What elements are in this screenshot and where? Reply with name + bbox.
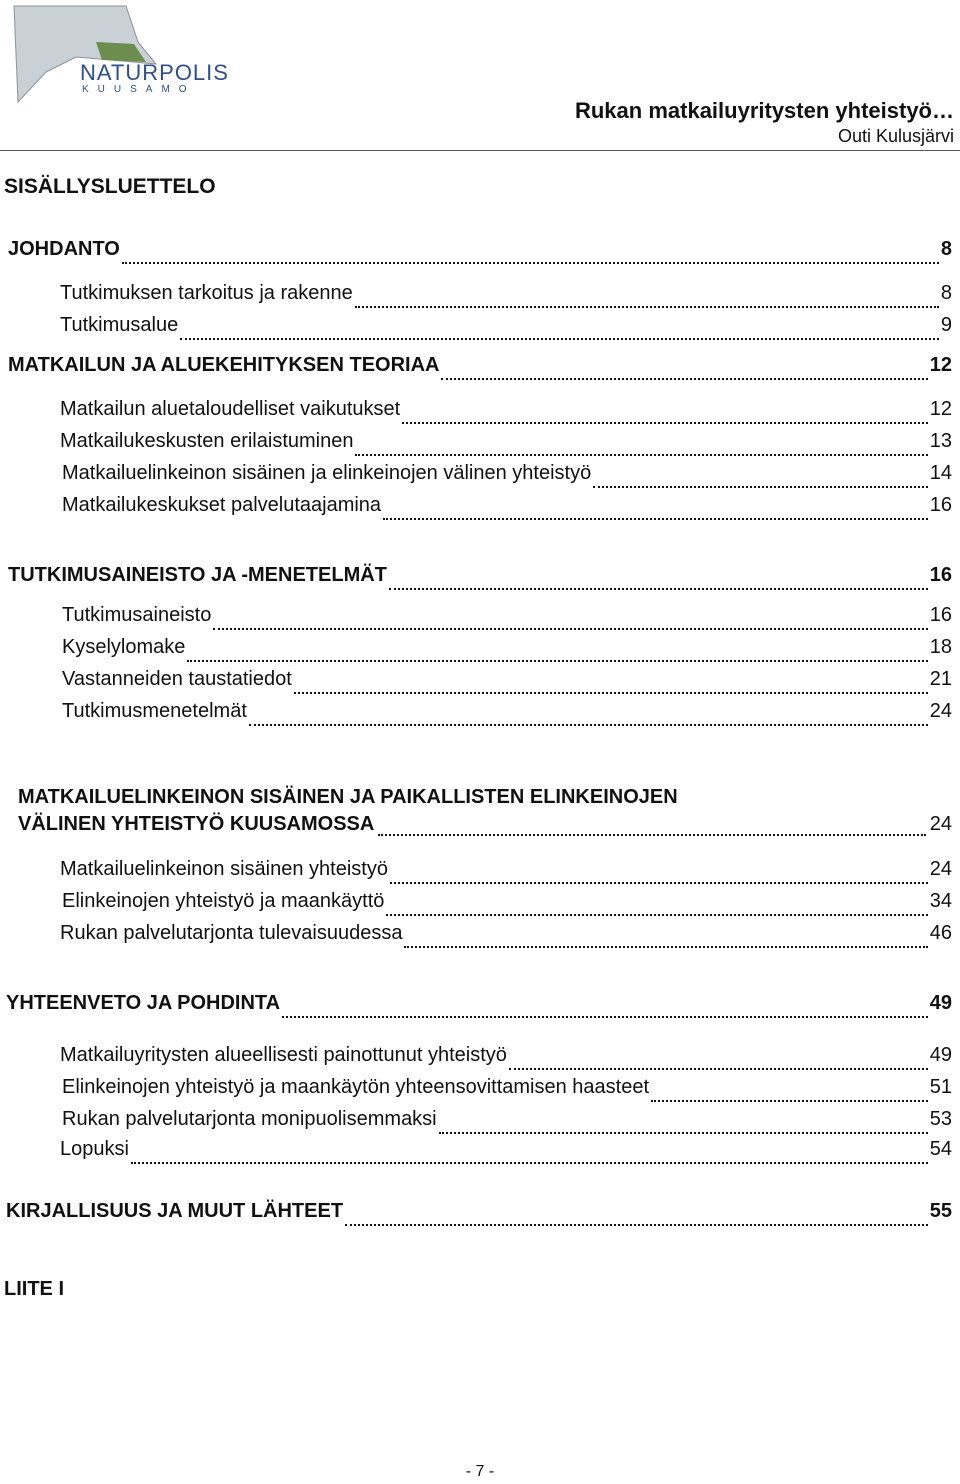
toc-entry[interactable] bbox=[62, 696, 952, 726]
toc-entry-title: MATKAILUN JA ALUEKEHITYKSEN TEORIAA bbox=[8, 353, 440, 376]
toc-entry-page: 21 bbox=[929, 667, 952, 690]
toc-entry-title: Rukan palvelutarjonta monipuolisemmaksi bbox=[62, 1107, 437, 1130]
toc-leader bbox=[355, 288, 939, 308]
toc-entry-title: KIRJALLISUUS JA MUUT LÄHTEET bbox=[6, 1199, 344, 1222]
toc-entry[interactable] bbox=[62, 458, 952, 488]
toc-leader bbox=[389, 570, 928, 590]
toc-entry[interactable] bbox=[62, 632, 952, 662]
toc-entry[interactable] bbox=[6, 988, 952, 1018]
toc-leader bbox=[651, 1082, 928, 1102]
toc-entry-title: TUTKIMUSAINEISTO JA -MENETELMÄT bbox=[8, 563, 387, 586]
logo-text: NATURPOLIS bbox=[80, 60, 229, 85]
toc-entry-page: 12 bbox=[929, 397, 952, 420]
toc-leader bbox=[390, 864, 928, 884]
toc-entry[interactable] bbox=[60, 310, 952, 340]
toc-entry-page: 24 bbox=[929, 813, 952, 835]
toc-heading: SISÄLLYSLUETTELO bbox=[4, 175, 216, 198]
toc-entry-title: JOHDANTO bbox=[8, 237, 120, 260]
toc-leader bbox=[378, 816, 925, 836]
toc-entry-title: Tutkimuksen tarkoitus ja rakenne bbox=[60, 281, 353, 304]
toc-leader bbox=[386, 896, 927, 916]
appendix-entry[interactable]: LIITE I bbox=[4, 1278, 64, 1300]
toc-entry-page: 49 bbox=[929, 1043, 952, 1066]
toc-entry-page: 49 bbox=[929, 991, 952, 1014]
toc-entry-page: 13 bbox=[929, 429, 952, 452]
toc-leader bbox=[282, 998, 928, 1018]
toc-entry-page: 14 bbox=[929, 461, 952, 484]
toc-entry[interactable] bbox=[8, 234, 952, 264]
toc-entry-title-line1: MATKAILUELINKEINON SISÄINEN JA PAIKALLISTEN ELINKEINOJEN bbox=[18, 786, 678, 808]
toc-entry[interactable] bbox=[60, 918, 952, 948]
toc-entry-title: Elinkeinojen yhteistyö ja maankäyttö bbox=[62, 889, 385, 912]
toc-entry-title: Tutkimusaineisto bbox=[62, 603, 212, 626]
toc-entry-title: Lopuksi bbox=[60, 1137, 129, 1160]
toc-leader bbox=[180, 320, 939, 340]
toc-entry-page: 24 bbox=[929, 699, 952, 722]
toc-entry-page: 24 bbox=[929, 857, 952, 880]
toc-entry-title: Elinkeinojen yhteistyö ja maankäytön yhteensovittamisen haasteet bbox=[62, 1075, 650, 1098]
toc-entry[interactable] bbox=[62, 1072, 952, 1102]
toc-entry[interactable] bbox=[62, 490, 952, 520]
header-divider bbox=[0, 150, 960, 151]
toc-entry[interactable] bbox=[62, 664, 952, 694]
toc-entry[interactable] bbox=[60, 854, 952, 884]
toc-entry-title: Kyselylomake bbox=[62, 635, 186, 658]
toc-leader bbox=[187, 642, 927, 662]
toc-entry-title: Matkailuyritysten alueellisesti painottunut yhteistyö bbox=[60, 1043, 507, 1066]
toc-entry-page: 8 bbox=[940, 281, 952, 304]
toc-entry-page: 46 bbox=[929, 921, 952, 944]
toc-entry-title: Tutkimusmenetelmät bbox=[62, 699, 247, 722]
toc-entry-title: Matkailuelinkeinon sisäinen yhteistyö bbox=[60, 857, 388, 880]
toc-entry-wrapped[interactable] bbox=[18, 786, 952, 836]
toc-entry-title: Vastanneiden taustatiedot bbox=[62, 667, 292, 690]
toc-entry-page: 51 bbox=[929, 1075, 952, 1098]
toc-leader bbox=[345, 1206, 928, 1226]
toc-leader bbox=[294, 674, 928, 694]
toc-entry-page: 9 bbox=[940, 313, 952, 336]
naturpolis-logo bbox=[6, 2, 229, 112]
header-author: Outi Kulusjärvi bbox=[837, 126, 954, 146]
toc-entry-page: 12 bbox=[929, 353, 952, 376]
toc-entry[interactable] bbox=[60, 426, 952, 456]
toc-leader bbox=[383, 500, 928, 520]
toc-entry-page: 16 bbox=[929, 603, 952, 626]
toc-leader bbox=[213, 610, 927, 630]
toc-entry[interactable] bbox=[62, 600, 952, 630]
toc-entry-page: 54 bbox=[929, 1137, 952, 1160]
toc-leader bbox=[509, 1050, 928, 1070]
toc-entry-page: 18 bbox=[929, 635, 952, 658]
toc-leader bbox=[441, 360, 927, 380]
toc-entry[interactable] bbox=[6, 1196, 952, 1226]
toc-entry[interactable] bbox=[8, 350, 952, 380]
toc-entry-title: Rukan palvelutarjonta tulevaisuudessa bbox=[60, 921, 403, 944]
toc-entry[interactable] bbox=[60, 1134, 952, 1164]
toc-entry[interactable] bbox=[8, 560, 952, 590]
toc-entry-title: Matkailukeskukset palvelutaajamina bbox=[62, 493, 382, 516]
toc-leader bbox=[122, 244, 939, 264]
toc-leader bbox=[402, 404, 928, 424]
toc-entry[interactable] bbox=[60, 1040, 952, 1070]
toc-leader bbox=[131, 1144, 928, 1164]
toc-entry-page: 53 bbox=[929, 1107, 952, 1130]
toc-entry-title: Matkailuelinkeinon sisäinen ja elinkeinojen välinen yhteistyö bbox=[62, 461, 592, 484]
toc-entry-page: 16 bbox=[929, 563, 952, 586]
toc-leader bbox=[404, 928, 927, 948]
toc-entry[interactable] bbox=[62, 1104, 952, 1134]
toc-leader bbox=[593, 468, 928, 488]
header-title: Rukan matkailuyritysten yhteistyö… bbox=[574, 98, 954, 123]
toc-entry-page: 55 bbox=[929, 1199, 952, 1222]
toc-entry[interactable] bbox=[60, 394, 952, 424]
toc-entry-page: 16 bbox=[929, 493, 952, 516]
toc-leader bbox=[439, 1114, 928, 1134]
toc-entry-title-line2: VÄLINEN YHTEISTYÖ KUUSAMOSSA bbox=[18, 813, 375, 835]
page-number: - 7 - bbox=[465, 1463, 495, 1480]
toc-entry-page: 8 bbox=[940, 237, 952, 260]
toc-entry-title: Matkailun aluetaloudelliset vaikutukset bbox=[60, 397, 401, 420]
toc-leader bbox=[249, 706, 928, 726]
toc-entry[interactable] bbox=[60, 278, 952, 308]
toc-leader bbox=[355, 436, 927, 456]
logo-subtext: KUUSAMO bbox=[82, 84, 196, 95]
toc-entry-page: 34 bbox=[929, 889, 952, 912]
toc-entry-title: YHTEENVETO JA POHDINTA bbox=[6, 991, 281, 1014]
toc-entry-title: Matkailukeskusten erilaistuminen bbox=[60, 429, 354, 452]
toc-entry[interactable] bbox=[62, 886, 952, 916]
logo-graphic bbox=[6, 2, 206, 112]
toc-entry-title: Tutkimusalue bbox=[60, 313, 179, 336]
